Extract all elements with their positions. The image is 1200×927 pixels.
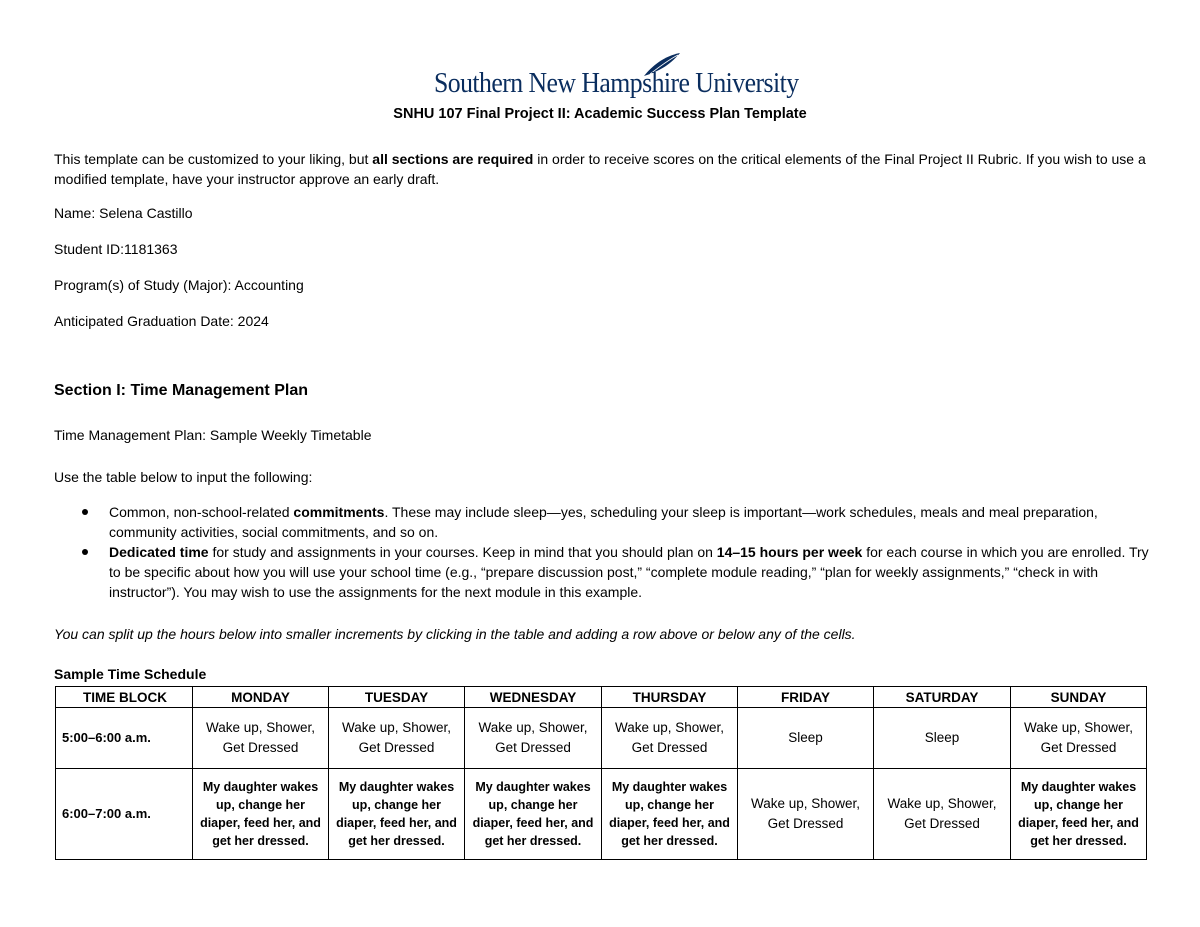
table-instruction: Use the table below to input the following: [54,469,313,485]
section-subtitle: Time Management Plan: Sample Weekly Timetable [54,427,372,443]
time-block-cell[interactable]: 5:00–6:00 a.m. [56,708,193,769]
bullet-text: . These may include sleep—yes, scheduling your sleep is important—work schedules, meals and meal preparation, community activities, social commitments, and so on. [109,504,1098,540]
italic-note: You can split up the hours below into smaller increments by clicking in the table and adding a row above or below any of the cells. [54,626,856,642]
bullet-text: Common, non-school-related [109,504,294,520]
table-cell[interactable]: Wake up, Shower, Get Dressed [602,708,738,769]
bullet-text: for each course in which you are enrolled. Try to be specific about how you will use your school time (e.g., “prepare discussion post,” “complete module reading,” “plan for weekly assignments,” “check in with instructor”). You may wish to use the assignments for the next module in this example. [109,544,1149,600]
graduation-field: Anticipated Graduation Date: 2024 [54,313,269,329]
column-header: WEDNESDAY [465,687,602,708]
bullet-bold: Dedicated time [109,544,209,560]
table-cell[interactable]: My daughter wakes up, change her diaper, feed her, and get her dressed. [329,769,465,860]
bullet-bold: commitments [293,504,385,520]
table-cell[interactable]: Wake up, Shower, Get Dressed [738,769,874,860]
column-header: TIME BLOCK [56,687,193,708]
column-header: TUESDAY [329,687,465,708]
table-cell[interactable]: My daughter wakes up, change her diaper, feed her, and get her dressed. [1011,769,1147,860]
table-cell[interactable]: Wake up, Shower, Get Dressed [329,708,465,769]
bullet-icon [82,549,88,555]
section-title: Section I: Time Management Plan [54,382,308,399]
column-header: THURSDAY [602,687,738,708]
list-item [80,502,1150,542]
intro-paragraph [54,149,1154,189]
table-header-row [56,687,1147,708]
table-cell[interactable]: Wake up, Shower, Get Dressed [1011,708,1147,769]
table-cell[interactable]: My daughter wakes up, change her diaper, feed her, and get her dressed. [193,769,329,860]
program-field: Program(s) of Study (Major): Accounting [54,277,304,293]
page-title: SNHU 107 Final Project II: Academic Success Plan Template [393,106,807,122]
intro-text-2: in order to receive scores on the critical elements of the Final Project II Rubric. If you wish to use a modified template, have your instructor approve an early draft. [54,151,1146,187]
name-field: Name: Selena Castillo [54,205,193,221]
bullet-icon [82,509,88,515]
table-row [56,769,1147,860]
table-cell[interactable]: My daughter wakes up, change her diaper, feed her, and get her dressed. [465,769,602,860]
bullet-text: for study and assignments in your courses. Keep in mind that you should plan on [208,544,717,560]
schedule-table [55,686,1147,860]
column-header: SUNDAY [1011,687,1147,708]
column-header: MONDAY [193,687,329,708]
table-cell[interactable]: Sleep [874,708,1011,769]
table-cell[interactable]: Wake up, Shower, Get Dressed [465,708,602,769]
intro-text-1: This template can be customized to your liking, but [54,151,373,167]
time-block-cell[interactable]: 6:00–7:00 a.m. [56,769,193,860]
table-row [56,708,1147,769]
logo-text: Southern New Hampshire University [434,68,799,99]
list-item [80,542,1150,602]
bullet-bold: 14–15 hours per week [716,544,863,560]
column-header: SATURDAY [874,687,1011,708]
table-cell[interactable]: Wake up, Shower, Get Dressed [193,708,329,769]
table-cell[interactable]: Sleep [738,708,874,769]
instruction-list [80,502,1150,602]
table-caption: Sample Time Schedule [54,666,207,682]
table-cell[interactable]: Wake up, Shower, Get Dressed [874,769,1011,860]
intro-text-bold: all sections are required [372,151,534,167]
university-logo [434,52,799,102]
column-header: FRIDAY [738,687,874,708]
table-cell[interactable]: My daughter wakes up, change her diaper, feed her, and get her dressed. [602,769,738,860]
student-id-field: Student ID:1181363 [54,241,178,257]
